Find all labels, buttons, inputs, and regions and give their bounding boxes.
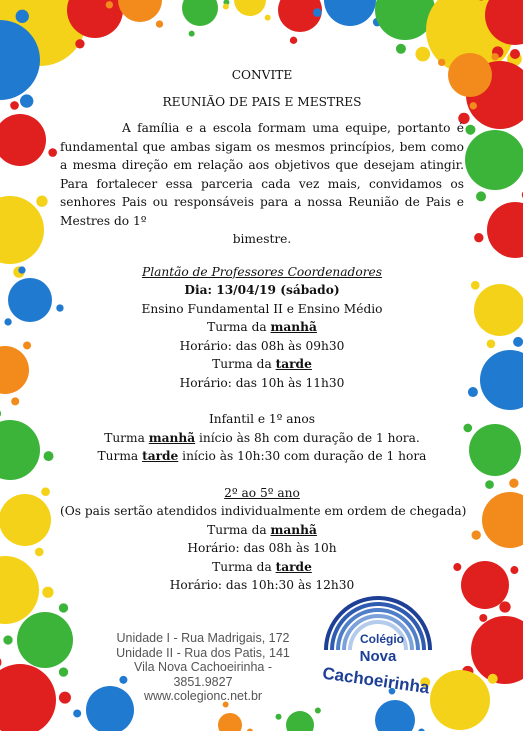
paint-drop-29-2 [479, 614, 487, 622]
paint-splash-28 [482, 492, 523, 548]
paint-drop-6-1 [290, 37, 297, 44]
paint-splash-17 [0, 420, 40, 480]
paint-drop-29-1 [510, 566, 518, 574]
paint-drop-33-1 [276, 714, 282, 720]
paint-drop-21-1 [0, 656, 1, 668]
paint-drop-3-0 [106, 1, 113, 8]
paint-drop-28-1 [509, 479, 518, 488]
paint-splash-24 [487, 202, 523, 258]
paint-splash-15 [8, 278, 52, 322]
paint-drop-5-2 [223, 3, 229, 9]
paint-splash-13 [0, 114, 46, 166]
logo-text-nova: Nova [359, 648, 397, 665]
segundo-horario-tarde: Horário: das 10h:30 às 12h30 [169, 578, 355, 592]
infantil-manha-detail: início às 8h com duração de 1 hora. [199, 430, 420, 445]
paint-splash-5 [234, 0, 266, 16]
paint-splash-3 [118, 0, 162, 22]
paint-drop-20-0 [59, 667, 68, 676]
paint-drop-25-2 [471, 281, 480, 290]
turma-da-label: Turma da [212, 357, 272, 371]
horario-manha: Horário: das 08h às 09h30 [179, 338, 345, 353]
infantil-heading: Infantil e 1º anos [208, 412, 315, 426]
logo-text-colegio: Colégio [360, 632, 404, 646]
paint-drop-25-1 [487, 339, 496, 348]
paint-splash-30 [471, 616, 523, 684]
paint-drop-17-0 [0, 409, 1, 419]
paint-splash-26 [480, 350, 523, 410]
paint-drop-14-2 [36, 196, 47, 207]
paint-splash-18 [0, 494, 51, 546]
paint-drop-5-1 [265, 15, 271, 21]
meeting-date: Dia: 13/04/19 (sábado) [184, 283, 340, 297]
tarde-word: tarde [142, 449, 179, 463]
page-title: REUNIÃO DE PAIS E MESTRES [162, 94, 362, 109]
paint-drop-13-0 [48, 148, 57, 157]
plantao-heading: Plantão de Professores Coordenadores [142, 264, 382, 279]
paint-drop-12-0 [491, 53, 498, 60]
paint-drop-28-0 [472, 530, 481, 539]
paint-splash-29 [461, 561, 509, 609]
intro-paragraph: A família e a escola formam uma equipe, portanto é fundamental que ambas sigam os mesmos princípios, bem como a mesma direção em relação aos objetivos que desejam atingir. Para fortalecer essa parceria cada vez mais, convidamos os senhores Pais ou responsáveis para a nossa Reunião de Pais e Mestres do 1º [60, 121, 464, 228]
turma-da-label: Turma da [212, 559, 272, 574]
paint-drop-18-1 [35, 548, 44, 557]
paint-drop-7-1 [313, 8, 322, 17]
paint-drop-4-2 [189, 31, 195, 37]
manha-word: manhã [270, 320, 317, 334]
paint-drop-31-0 [488, 674, 498, 684]
paint-drop-8-0 [396, 44, 406, 54]
paint-drop-10-2 [510, 49, 520, 59]
segundo-tarde-line [60, 558, 464, 577]
segundo-heading: 2º ao 5º ano [224, 485, 300, 500]
turma-label: Turma [97, 449, 139, 463]
school-logo [312, 588, 442, 698]
paint-splash-25 [474, 284, 523, 336]
infantil-tarde-line [60, 447, 464, 466]
paint-drop-15-0 [4, 318, 11, 325]
turma-label: Turma [104, 430, 145, 445]
paint-drop-16-1 [23, 341, 31, 349]
turma-da-label: Turma da [207, 522, 267, 537]
paint-drop-27-0 [485, 480, 494, 489]
paint-drop-13-2 [10, 101, 19, 110]
paint-drop-20-1 [3, 635, 12, 644]
invitation-body [60, 66, 467, 595]
paint-drop-27-1 [463, 424, 472, 433]
segundo-manha-line [60, 521, 464, 540]
paint-drop-1-2 [16, 10, 29, 23]
paint-splash-21 [0, 664, 56, 731]
horario-tarde: Horário: das 10h às 11h30 [179, 375, 345, 390]
paint-drop-1-0 [20, 94, 33, 107]
intro-last-line: bimestre. [232, 232, 292, 246]
logo-text-cachoeirinha: Cachoeirinha [321, 663, 431, 698]
paint-splash-19 [0, 556, 39, 624]
paint-drop-17-1 [44, 451, 54, 461]
paint-drop-33-2 [315, 708, 321, 714]
infantil-manha-line [60, 429, 464, 448]
paint-splash-16 [0, 346, 29, 394]
tarde-word: tarde [275, 559, 312, 574]
paint-drop-23-2 [476, 191, 486, 201]
paint-splash-23 [465, 130, 523, 190]
turma-manha-line [60, 318, 464, 337]
paint-drop-9-0 [415, 47, 430, 62]
paint-drop-15-1 [18, 266, 25, 273]
infantil-tarde-detail: início às 10h:30 com duração de 1 hora [182, 449, 427, 463]
segundo-note: (Os pais sertão atendidos individualmente em ordem de chegada) [60, 504, 467, 518]
paint-drop-12-1 [470, 102, 477, 109]
paint-drop-30-0 [499, 601, 510, 612]
segundo-horario-manha: Horário: das 08h às 10h [187, 541, 337, 555]
paint-splash-4 [182, 0, 218, 26]
paint-splash-8 [375, 0, 435, 40]
unidade-2-address: Unidade II - Rua dos Patis, 141 [116, 645, 290, 660]
paint-drop-3-2 [156, 20, 163, 27]
paint-splash-34 [218, 713, 242, 731]
paint-splash-32 [375, 700, 415, 731]
paint-drop-24-2 [474, 233, 483, 242]
website-link: www.colegionc.net.br [143, 689, 263, 704]
paint-drop-26-2 [513, 337, 523, 347]
paint-splash-27 [469, 424, 521, 476]
paint-drop-19-0 [42, 587, 53, 598]
paint-drop-12-2 [438, 59, 445, 66]
convite-label: CONVITE [231, 68, 293, 82]
neighborhood-phone: Vila Nova Cachoeirinha - 3851.9827 [133, 660, 273, 689]
paint-drop-2-0 [75, 39, 84, 48]
paint-splash-33 [286, 711, 314, 731]
paint-splash-14 [0, 196, 44, 264]
paint-drop-23-0 [465, 125, 475, 135]
paint-drop-21-2 [59, 692, 71, 704]
paint-drop-22-0 [73, 709, 81, 717]
turma-da-label: Turma da [207, 320, 267, 334]
turma-tarde-line [60, 355, 464, 374]
paint-drop-16-2 [11, 397, 19, 405]
paint-drop-26-1 [468, 387, 478, 397]
school-footer [103, 631, 303, 704]
school-level: Ensino Fundamental II e Ensino Médio [141, 301, 383, 316]
paint-splash-7 [324, 0, 376, 26]
manha-word: manhã [270, 522, 317, 537]
paint-drop-18-0 [41, 487, 50, 496]
paint-splash-20 [17, 612, 73, 668]
unidade-1-address: Unidade I - Rua Madrigais, 172 [116, 631, 290, 645]
paint-drop-20-2 [59, 603, 68, 612]
tarde-word: tarde [275, 357, 312, 371]
manha-word: manhã [148, 430, 196, 445]
